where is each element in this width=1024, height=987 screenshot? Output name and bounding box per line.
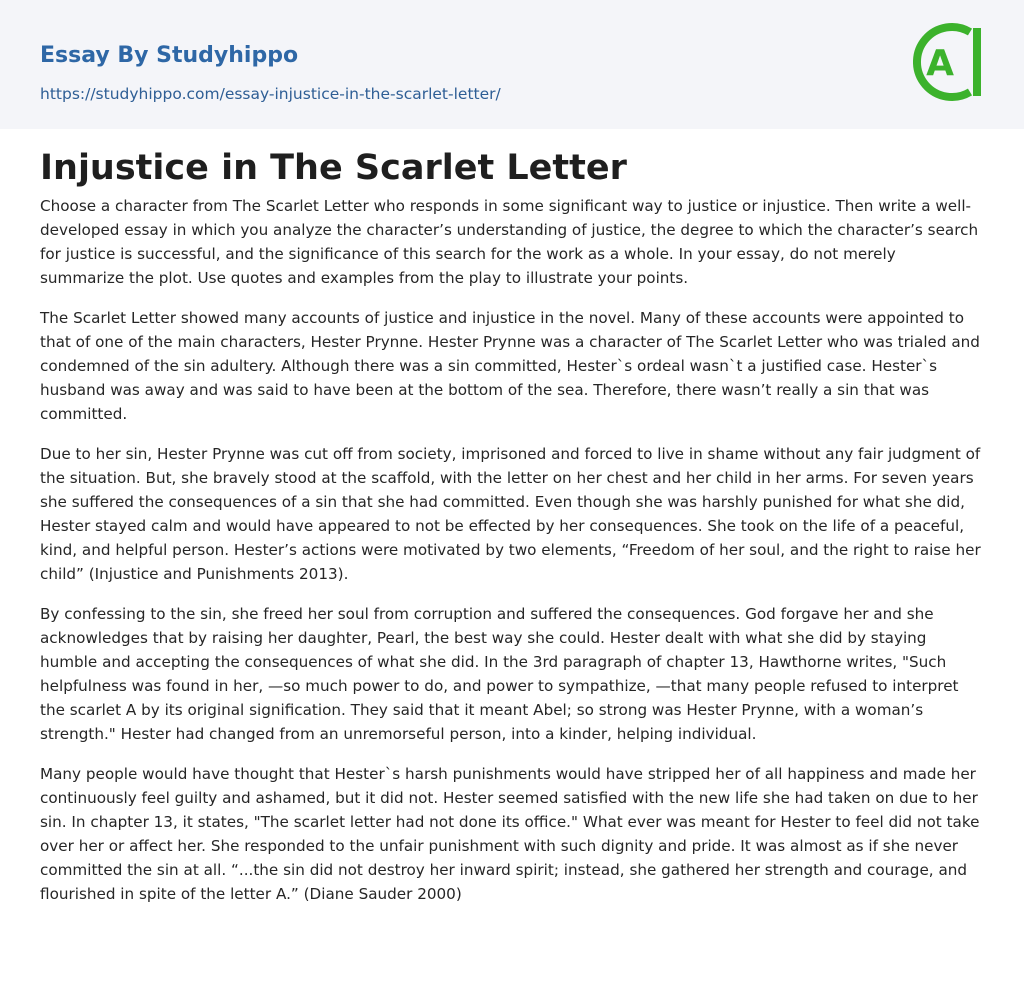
- page-title: Injustice in The Scarlet Letter: [40, 148, 627, 188]
- svg-text:A: A: [926, 43, 954, 84]
- brand-title[interactable]: Essay By Studyhippo: [40, 43, 299, 68]
- studyhippo-logo-icon[interactable]: [913, 19, 987, 105]
- source-url-link[interactable]: https://studyhippo.com/essay-injustice-in-the-scarlet-letter/: [40, 85, 501, 103]
- title-wrap: [40, 0, 627, 192]
- essay-paragraph: Choose a character from The Scarlet Letter who responds in some significant way to justice or injustice. Then write a well-developed essay in which you analyze the character’s understanding of justice, the degree to which the character’s search for justice is successful, and the significance of this search for the work as a whole. In your essay, do not merely summarize the plot. Use quotes and examples from the play to illustrate your points.: [40, 197, 979, 287]
- essay-paragraph: By confessing to the sin, she freed her soul from corruption and suffered the consequences. God forgave her and she acknowledges that by raising her daughter, Pearl, the best way she could. Hester dealt with what she did by staying humble and accepting the consequences of what she did. In the 3rd paragraph of chapter 13, Hawthorne writes, "Such helpfulness was found in her, —so much power to do, and power to sympathize, —that many people refused to interpret the scarlet A by its original signification. They said that it meant Abel; so strong was Hester Prynne, with a woman’s strength." Hester had changed from an unremorseful person, into a kinder, helping individual.: [40, 605, 959, 743]
- essay-body: [40, 194, 984, 922]
- essay-paragraph: Due to her sin, Hester Prynne was cut off from society, imprisoned and forced to live in shame without any fair judgment of the situation. But, she bravely stood at the scaffold, with the letter on her chest and her child in her arms. For seven years she suffered the consequences of a sin that she had committed. Even though she was harshly punished for what she did, Hester stayed calm and would have appeared to not be effected by her consequences. She took on the life of a peaceful, kind, and helpful person. Hester’s actions were motivated by two elements, “Freedom of her soul, and the right to raise her child” (Injustice and Punishments 2013).: [40, 445, 981, 583]
- essay-paragraph: Many people would have thought that Hester`s harsh punishments would have stripped her of all happiness and made her continuously feel guilty and ashamed, but it did not. Hester seemed satisfied with the new life she had taken on due to her sin. In chapter 13, it states, "The scarlet letter had not done its office." What ever was meant for Hester to feel did not take over her or affect her. She responded to the unfair punishment with such dignity and pride. It was almost as if she never committed the sin at all. “...the sin did not destroy her inward spirit; instead, she gathered her strength and courage, and flourished in spite of the letter A.” (Diane Sauder 2000): [40, 765, 980, 903]
- essay-paragraph: The Scarlet Letter showed many accounts of justice and injustice in the novel. Many of these accounts were appointed to that of one of the main characters, Hester Prynne. Hester Prynne was a character of The Scarlet Letter who was trialed and condemned of the sin adultery. Although there was a sin committed, Hester`s ordeal wasn`t a justified case. Hester`s husband was away and was said to have been at the bottom of the sea. Therefore, there wasn’t really a sin that was committed.: [40, 309, 980, 423]
